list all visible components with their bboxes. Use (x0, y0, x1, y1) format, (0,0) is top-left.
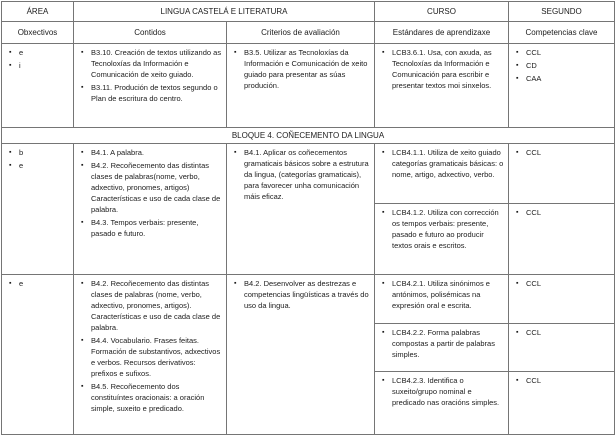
bullet-item: ▪ LCB4.2.2. Forma palabras compostas a partir de palabras simples. (382, 327, 504, 360)
bullet-item: ▪ B4.4. Vocabulario. Frases feitas. Formación de substantivos, adxectivos e verbos. Recursos derivativos: prefixos e sufixos. (81, 335, 222, 379)
bullet-item: ▪ e (9, 278, 69, 289)
competencias-list (513, 207, 610, 218)
bullet-item: ▪ i (9, 60, 69, 71)
bullet-item: ▪ b (9, 147, 69, 158)
bullet-item: ▪ CCL (516, 147, 610, 158)
bullet-item: ▪ B4.1. A palabra. (81, 147, 222, 158)
table-row (2, 144, 615, 204)
competencias-list (513, 375, 610, 386)
bullet-item: ▪ CCL (516, 47, 610, 58)
cell-competencias (509, 324, 615, 372)
cell-competencias (509, 275, 615, 324)
header-row-2 (2, 22, 615, 44)
estandares-list (379, 147, 504, 180)
bullet-item: ▪ CAA (516, 73, 610, 84)
bullet-item: ▪ LCB3.6.1. Usa, con axuda, as Tecnoloxías da Información e Comunicación para escribir e presentar textos moi sinxelos. (382, 47, 504, 91)
header-row-1 (2, 2, 615, 22)
contidos-list (78, 147, 222, 239)
column-header-obxectivos: Obxectivos (2, 22, 74, 44)
cell-contidos (74, 144, 227, 275)
competencias-list (513, 147, 610, 158)
column-header-criterios: Criterios de avaliación (227, 22, 375, 44)
estandares-list (379, 207, 504, 251)
obxectivos-list (6, 147, 69, 171)
cell-obxectivos (2, 275, 74, 435)
bullet-item: ▪ LCB4.2.3. Identifica o suxeito/grupo nominal e predicado nas oracións simples. (382, 375, 504, 408)
bullet-item: ▪ B4.2. Recoñecemento das distintas clases de palabras (nome, verbo, adxectivo, pronomes, artigos). Características e uso de cada clase de palabra. (81, 278, 222, 333)
column-header-contidos: Contidos (74, 22, 227, 44)
bloque-title: BLOQUE 4. COÑECEMENTO DA LINGUA (2, 128, 615, 144)
bullet-item: ▪ B4.3. Tempos verbais: presente, pasado e futuro. (81, 217, 222, 239)
bloque-row (2, 128, 615, 144)
bullet-item: ▪ B3.5. Utilizar as Tecnoloxías da Información e Comunicación de xeito guiado para presentar as súas produción. (234, 47, 370, 91)
header-curso: CURSO (375, 2, 509, 22)
cell-estandares (375, 44, 509, 128)
cell-estandares (375, 275, 509, 324)
bullet-item: ▪ CCL (516, 207, 610, 218)
bullet-item: ▪ e (9, 160, 69, 171)
cell-obxectivos (2, 44, 74, 128)
obxectivos-list (6, 47, 69, 71)
table-row (2, 275, 615, 324)
cell-competencias (509, 144, 615, 204)
cell-estandares (375, 372, 509, 435)
bullet-item: ▪ LCB4.2.1. Utiliza sinónimos e antónimos, polisémicas na expresión oral e escrita. (382, 278, 504, 311)
header-area: ÁREA (2, 2, 74, 22)
bullet-item: ▪ B4.2. Recoñecemento das distintas clases de palabras(nome, verbo, adxectivo, pronomes, artigos) Características e uso de cada clase de palabra. (81, 160, 222, 215)
bullet-item: ▪ CD (516, 60, 610, 71)
competencias-list (513, 278, 610, 289)
bullet-item: ▪ e (9, 47, 69, 58)
cell-obxectivos (2, 144, 74, 275)
competencias-list (513, 47, 610, 84)
cell-competencias (509, 44, 615, 128)
cell-estandares (375, 204, 509, 275)
bullet-item: ▪ CCL (516, 327, 610, 338)
table-row (2, 44, 615, 128)
bullet-item: ▪ B3.10. Creación de textos utilizando as Tecnoloxías da Información e Comunicación de xeito guiado. (81, 47, 222, 80)
contidos-list (78, 278, 222, 414)
cell-estandares (375, 144, 509, 204)
column-header-estandares: Estándares de aprendizaxe (375, 22, 509, 44)
contidos-list (78, 47, 222, 104)
cell-criterios (227, 44, 375, 128)
estandares-list (379, 327, 504, 360)
cell-competencias (509, 204, 615, 275)
estandares-list (379, 47, 504, 91)
obxectivos-list (6, 278, 69, 289)
bullet-item: ▪ LCB4.1.2. Utiliza con corrección os tempos verbais: presente, pasado e futuro ao producir textos orais e escritos. (382, 207, 504, 251)
curriculum-table (1, 1, 615, 435)
cell-criterios (227, 144, 375, 275)
bullet-item: ▪ CCL (516, 278, 610, 289)
criterios-list (231, 47, 370, 91)
bullet-item: ▪ B4.5. Recoñecemento dos constituíntes oracionais: a oración simple, suxeito e predicado. (81, 381, 222, 414)
estandares-list (379, 278, 504, 311)
cell-contidos (74, 44, 227, 128)
cell-criterios (227, 275, 375, 435)
cell-competencias (509, 372, 615, 435)
estandares-list (379, 375, 504, 408)
criterios-list (231, 147, 370, 202)
criterios-list (231, 278, 370, 311)
bullet-item: ▪ B3.11. Produción de textos segundo o Plan de escritura do centro. (81, 82, 222, 104)
cell-estandares (375, 324, 509, 372)
bullet-item: ▪ B4.1. Aplicar os coñecementos gramaticais básicos sobre a estrutura da lingua, (categorías gramaticais), para favorecer unha comunicación máis eficaz. (234, 147, 370, 202)
column-header-competencias: Competencias clave (509, 22, 615, 44)
competencias-list (513, 327, 610, 338)
bullet-item: ▪ LCB4.1.1. Utiliza de xeito guiado categorías gramaticais básicas: o nome, artigo, adxectivo, verbo. (382, 147, 504, 180)
header-nivel: SEGUNDO (509, 2, 615, 22)
header-subject: LINGUA CASTELÁ E LITERATURA (74, 2, 375, 22)
bullet-item: ▪ CCL (516, 375, 610, 386)
bullet-item: ▪ B4.2. Desenvolver as destrezas e competencias lingüísticas a través do uso da lingua. (234, 278, 370, 311)
cell-contidos (74, 275, 227, 435)
